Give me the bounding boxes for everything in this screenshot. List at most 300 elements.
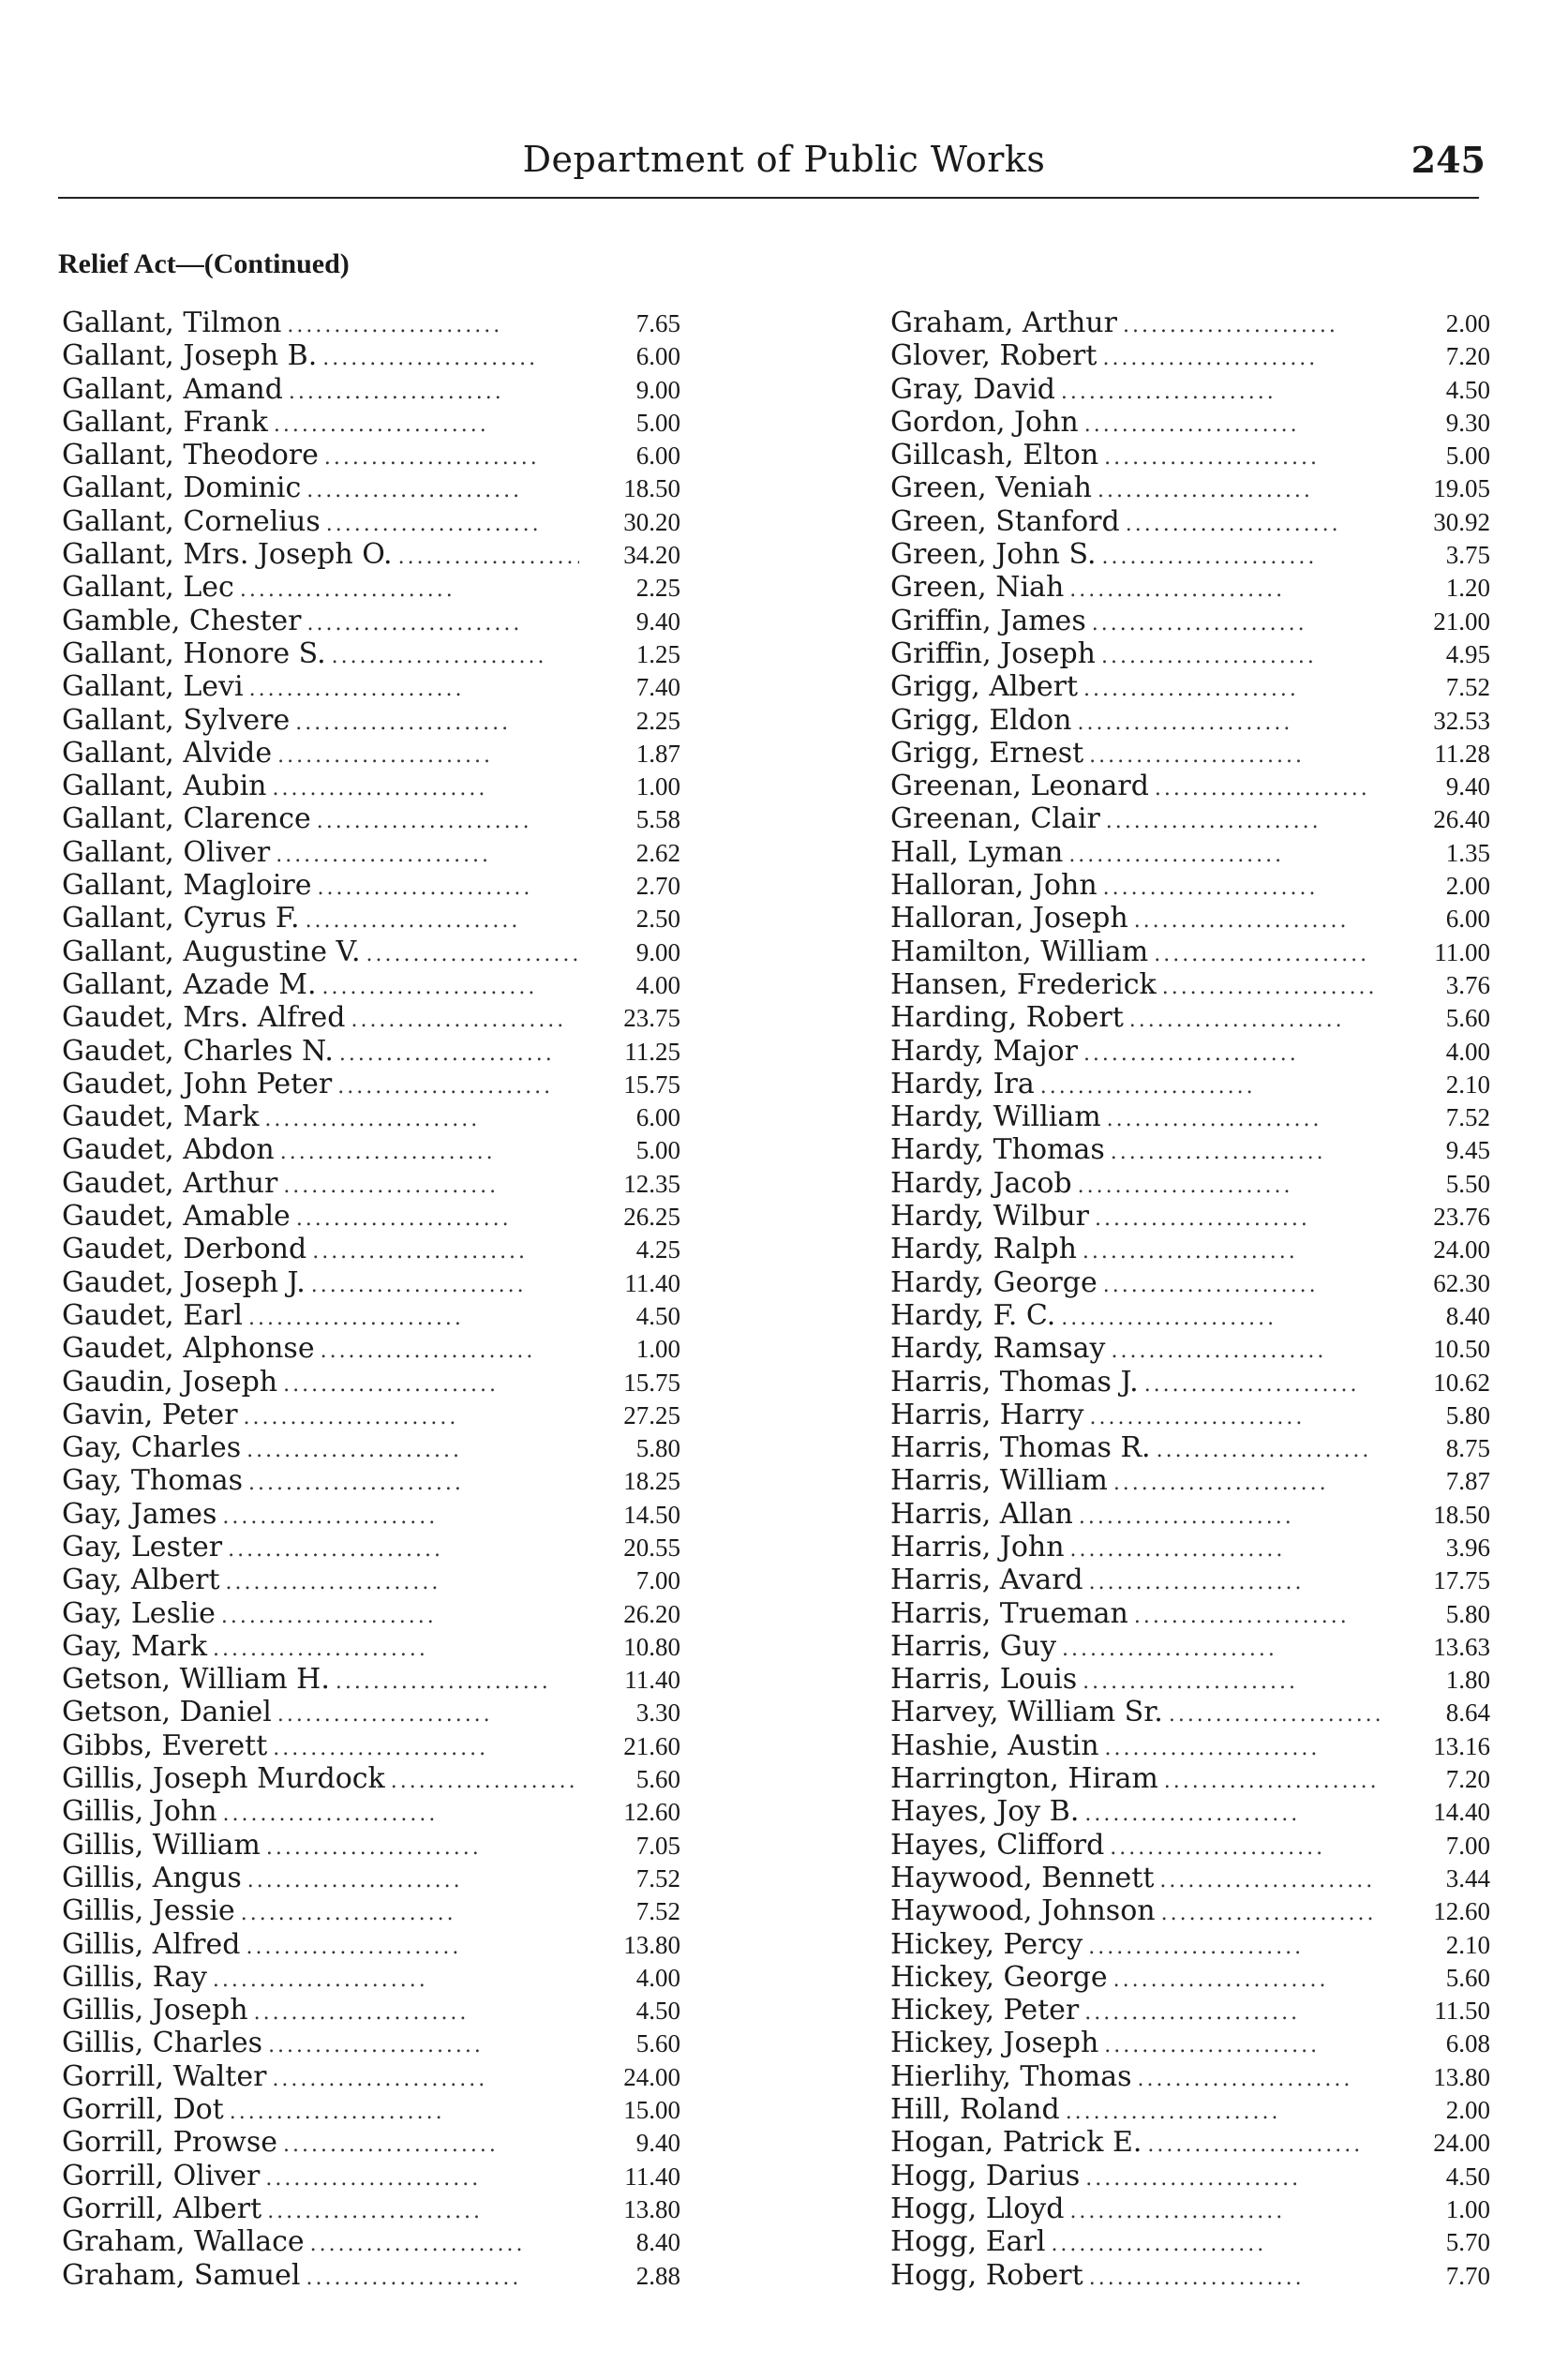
header-rule [58, 197, 1479, 199]
entry-name: Hierlihy, Thomas [890, 2059, 1132, 2093]
list-item [890, 307, 1490, 339]
entry-amount: 4.00 [635, 1963, 680, 1992]
dot-leader [1098, 872, 1319, 905]
dot-leader [345, 1004, 566, 1037]
dot-leader [1083, 1566, 1305, 1599]
entry-amount: 9.00 [635, 375, 680, 404]
entry-name: Gaudet, Mark [62, 1100, 260, 1134]
entry-name: Glover, Robert [890, 339, 1098, 373]
entry-amount: 19.05 [1433, 474, 1490, 503]
dot-leader [1108, 1964, 1329, 1997]
list-item [890, 670, 1490, 703]
dot-leader [1097, 342, 1318, 375]
entry-name: Green, Niah [890, 571, 1065, 605]
dot-leader [1079, 409, 1300, 441]
dot-leader [1105, 1335, 1326, 1368]
list-item [62, 2027, 680, 2059]
entry-amount: 4.50 [635, 1301, 680, 1330]
entry-amount: 5.60 [1445, 1963, 1490, 1992]
dot-leader [1064, 574, 1285, 606]
entry-name: Harris, Allan [890, 1497, 1073, 1531]
entry-amount: 5.80 [1445, 1400, 1490, 1429]
list-item [62, 2225, 680, 2258]
list-item [890, 2060, 1490, 2093]
list-item [890, 1862, 1490, 1894]
entry-name: Gorrill, Dot [62, 2093, 224, 2127]
dot-leader [301, 474, 522, 507]
list-item [62, 2060, 680, 2093]
entry-amount: 5.70 [1445, 2228, 1490, 2257]
dot-leader [1117, 309, 1338, 342]
list-item [62, 1068, 680, 1100]
list-item [890, 1894, 1490, 1927]
list-item [890, 439, 1490, 471]
dot-leader [1154, 1864, 1375, 1897]
entry-amount: 7.52 [1445, 1103, 1490, 1132]
entry-name: Harris, Thomas R. [890, 1431, 1151, 1465]
entry-amount: 4.50 [635, 1997, 680, 2026]
entry-name: Gorrill, Oliver [62, 2159, 261, 2192]
entry-amount: 7.40 [635, 673, 680, 702]
list-item [62, 1266, 680, 1299]
entry-name: Graham, Wallace [62, 2225, 305, 2259]
list-item [62, 406, 680, 439]
entry-name: Hardy, Thomas [890, 1133, 1105, 1167]
list-item [62, 307, 680, 339]
entry-name: Gallant, Frank [62, 405, 268, 439]
entry-amount: 9.00 [635, 937, 680, 966]
dot-leader [317, 342, 538, 375]
list-item [62, 1829, 680, 1862]
entry-name: Gillis, Joseph Murdock [62, 1762, 385, 1796]
list-item [62, 1498, 680, 1531]
dot-leader [1099, 1732, 1321, 1765]
entry-amount: 5.00 [635, 408, 680, 437]
list-item [62, 1100, 680, 1133]
dot-leader [306, 1235, 528, 1268]
list-item [62, 471, 680, 504]
dot-leader [1104, 1832, 1325, 1864]
entry-amount: 21.60 [623, 1731, 680, 1760]
page-number: 245 [1411, 139, 1486, 181]
list-item [62, 1167, 680, 1200]
entry-name: Gallant, Cornelius [62, 504, 321, 538]
entry-amount: 8.75 [1445, 1434, 1490, 1463]
dot-leader [316, 971, 537, 1004]
entry-amount: 26.20 [623, 1599, 680, 1628]
dot-leader [305, 2228, 526, 2261]
dot-leader [260, 2162, 481, 2195]
entry-amount: 5.00 [635, 1136, 680, 1165]
list-item [62, 869, 680, 902]
dot-leader [312, 872, 533, 905]
dot-leader [1083, 1931, 1304, 1964]
entry-amount: 15.00 [623, 2096, 680, 2125]
entry-name: Hickey, George [890, 1960, 1108, 1994]
list-item [62, 2093, 680, 2126]
entry-name: Gaudin, Joseph [62, 1365, 278, 1399]
entry-name: Gallant, Honore S. [62, 636, 326, 670]
entry-amount: 3.44 [1445, 1863, 1490, 1893]
entry-amount: 11.40 [624, 1268, 680, 1297]
entry-name: Gay, Leslie [62, 1596, 216, 1630]
list-item [62, 670, 680, 703]
entry-amount: 12.60 [1433, 1897, 1490, 1926]
list-item [890, 2027, 1490, 2059]
entry-amount: 5.00 [1445, 441, 1490, 471]
entry-name: Gallant, Oliver [62, 835, 271, 869]
list-item [890, 1564, 1490, 1596]
dot-leader [326, 640, 547, 673]
list-item [62, 935, 680, 968]
entry-amount: 2.25 [635, 706, 680, 735]
entry-amount: 3.76 [1445, 970, 1490, 999]
entry-amount: 18.50 [623, 474, 680, 503]
entry-name: Gorrill, Albert [62, 2192, 262, 2225]
entry-amount: 6.00 [635, 342, 680, 371]
dot-leader [1142, 2129, 1363, 2162]
entry-name: Gay, Charles [62, 1431, 242, 1465]
dot-leader [270, 839, 491, 872]
entry-name: Gaudet, Alphonse [62, 1332, 315, 1366]
entry-amount: 9.45 [1445, 1136, 1490, 1165]
entry-name: Gaudet, Amable [62, 1200, 291, 1234]
list-item [62, 2126, 680, 2159]
list-item [890, 1729, 1490, 1762]
dot-leader [1098, 1269, 1319, 1302]
entry-name: Green, John S. [890, 538, 1097, 572]
list-item [890, 1001, 1490, 1034]
list-item [62, 1597, 680, 1630]
dot-leader [1055, 1302, 1277, 1335]
dot-leader [1157, 971, 1378, 1004]
entry-name: Hickey, Joseph [890, 2027, 1099, 2060]
entry-name: Haywood, Bennett [890, 1861, 1155, 1894]
list-item [62, 1928, 680, 1961]
list-item [890, 2160, 1490, 2192]
dot-leader [1071, 707, 1292, 740]
dot-leader [207, 1633, 428, 1666]
dot-leader [290, 707, 511, 740]
list-item [890, 1167, 1490, 1200]
dot-leader [385, 1765, 579, 1798]
dot-leader [1128, 1600, 1350, 1633]
list-item [62, 439, 680, 471]
dot-leader [248, 1997, 470, 2029]
entry-amount: 5.80 [1445, 1599, 1490, 1628]
dot-leader [1060, 2096, 1281, 2129]
list-item [890, 471, 1490, 504]
list-item [890, 605, 1490, 637]
entry-name: Hayes, Clifford [890, 1828, 1105, 1862]
list-item [890, 505, 1490, 538]
dot-leader [1098, 2029, 1320, 2062]
entry-name: Gavin, Peter [62, 1398, 238, 1431]
entry-amount: 7.20 [1445, 342, 1490, 371]
list-item [890, 1928, 1490, 1961]
dot-leader [1096, 640, 1317, 673]
dot-leader [1149, 772, 1370, 805]
entry-amount: 2.00 [1445, 309, 1490, 337]
dot-leader [261, 2195, 483, 2228]
dot-leader [319, 441, 540, 474]
entry-name: Graham, Arthur [890, 307, 1117, 339]
list-item [62, 605, 680, 637]
dot-leader [1073, 1501, 1294, 1534]
entry-amount: 32.53 [1433, 706, 1490, 735]
entry-amount: 18.25 [623, 1467, 680, 1496]
entry-name: Gallant, Joseph B. [62, 339, 318, 373]
dot-leader [1132, 2063, 1353, 2096]
entry-amount: 7.52 [635, 1897, 680, 1926]
running-title: Department of Public Works [522, 139, 1046, 180]
entry-name: Gibbs, Everett [62, 1728, 268, 1762]
entry-amount: 4.95 [1445, 639, 1490, 668]
dot-leader [361, 938, 579, 971]
entry-amount: 5.80 [635, 1434, 680, 1463]
list-item [62, 836, 680, 869]
entry-amount: 5.60 [635, 2029, 680, 2058]
entry-name: Hashie, Austin [890, 1728, 1099, 1762]
dot-leader [277, 2129, 499, 2162]
dot-leader [241, 1434, 462, 1467]
list-item [62, 1729, 680, 1762]
entry-amount: 7.00 [1445, 1831, 1490, 1860]
entry-amount: 11.25 [624, 1037, 680, 1066]
list-item [62, 1630, 680, 1663]
entry-name: Harvey, William Sr. [890, 1696, 1163, 1729]
dot-leader [393, 541, 579, 574]
entry-amount: 9.40 [635, 2129, 680, 2158]
entry-name: Hogg, Robert [890, 2258, 1083, 2292]
list-item [62, 1233, 680, 1265]
list-item [62, 770, 680, 802]
entry-name: Halloran, John [890, 869, 1098, 903]
list-item [890, 1531, 1490, 1564]
list-item [890, 406, 1490, 439]
dot-leader [1139, 1369, 1360, 1401]
list-item [890, 836, 1490, 869]
dot-leader [300, 905, 521, 937]
entry-name: Halloran, Joseph [890, 902, 1128, 935]
entry-name: Hamilton, William [890, 935, 1149, 968]
dot-leader [224, 2096, 445, 2129]
entry-name: Gay, Thomas [62, 1464, 244, 1498]
entry-name: Gallant, Azade M. [62, 967, 317, 1001]
entry-name: Gay, Lester [62, 1530, 223, 1564]
entry-amount: 8.64 [1445, 1698, 1490, 1728]
dot-leader [238, 1401, 459, 1434]
entry-amount: 10.80 [623, 1632, 680, 1661]
entry-name: Hayes, Joy B. [890, 1795, 1080, 1829]
entry-name: Haywood, Johnson [890, 1894, 1156, 1928]
entry-amount: 1.25 [635, 639, 680, 668]
list-item [890, 770, 1490, 802]
list-item [890, 1100, 1490, 1133]
list-item [890, 704, 1490, 737]
list-item [890, 538, 1490, 571]
list-item [890, 1035, 1490, 1068]
dot-leader [217, 1798, 439, 1831]
entry-name: Gillis, John [62, 1795, 217, 1829]
dot-leader [1035, 1070, 1256, 1103]
entry-name: Gaudet, John Peter [62, 1067, 333, 1100]
dot-leader [1156, 1897, 1377, 1930]
entry-name: Gillis, Angus [62, 1861, 242, 1894]
entry-name: Gallant, Levi [62, 670, 244, 704]
dot-leader [330, 1666, 551, 1698]
entry-amount: 10.62 [1433, 1368, 1490, 1397]
dot-leader [216, 1600, 437, 1633]
entry-name: Gallant, Theodore [62, 439, 319, 472]
entry-amount: 21.00 [1433, 606, 1490, 636]
entry-amount: 13.63 [1433, 1632, 1490, 1661]
entry-name: Hardy, George [890, 1265, 1098, 1299]
dot-leader [1079, 1798, 1300, 1831]
list-item [62, 1696, 680, 1728]
entry-amount: 4.00 [1445, 1037, 1490, 1066]
list-item [890, 968, 1490, 1001]
dot-leader [277, 1369, 499, 1401]
list-item [62, 1399, 680, 1431]
list-item [62, 1762, 680, 1795]
dot-leader [1079, 1997, 1300, 2029]
entry-amount: 30.92 [1433, 507, 1490, 536]
list-item [890, 902, 1490, 935]
entry-amount: 11.40 [624, 2162, 680, 2191]
entry-amount: 7.65 [635, 309, 680, 337]
entry-name: Gallant, Clarence [62, 802, 311, 836]
entry-amount: 1.80 [1445, 1666, 1490, 1695]
entry-name: Harris, Louis [890, 1663, 1078, 1697]
entry-name: Hogan, Patrick E. [890, 2126, 1142, 2160]
entry-name: Gaudet, Derbond [62, 1233, 307, 1266]
entry-name: Hardy, F. C. [890, 1298, 1056, 1332]
entry-name: Hill, Roland [890, 2093, 1060, 2127]
entry-amount: 1.87 [635, 739, 680, 768]
entry-name: Harris, Trueman [890, 1596, 1128, 1630]
dot-leader [259, 1103, 480, 1136]
dot-leader [240, 1931, 461, 1964]
entry-amount: 62.30 [1433, 1268, 1490, 1297]
list-item [890, 1366, 1490, 1399]
dot-leader [291, 1203, 512, 1235]
entry-amount: 17.75 [1433, 1566, 1490, 1595]
entry-amount: 7.20 [1445, 1765, 1490, 1794]
entry-amount: 5.50 [1445, 1169, 1490, 1198]
entry-name: Harding, Robert [890, 1001, 1124, 1035]
list-item [62, 1531, 680, 1564]
entry-amount: 10.50 [1433, 1335, 1490, 1364]
entry-name: Gaudet, Charles N. [62, 1034, 334, 1068]
entry-name: Gaudet, Joseph J. [62, 1265, 306, 1299]
entry-name: Gallant, Mrs. Joseph O. [62, 538, 393, 572]
entry-amount: 14.50 [623, 1500, 680, 1529]
list-item [890, 1597, 1490, 1630]
list-item [890, 1663, 1490, 1696]
dot-leader [1083, 740, 1305, 772]
list-item [62, 902, 680, 935]
entry-amount: 2.62 [635, 838, 680, 867]
dot-leader [300, 2262, 521, 2295]
dot-leader [1124, 1004, 1345, 1037]
list-item [62, 1431, 680, 1464]
entry-amount: 6.08 [1445, 2029, 1490, 2058]
dot-leader [1120, 508, 1341, 541]
entry-name: Harris, John [890, 1530, 1065, 1564]
dot-leader [272, 1698, 493, 1731]
entry-amount: 13.16 [1433, 1731, 1490, 1760]
entry-amount: 2.00 [1445, 2096, 1490, 2125]
dot-leader [1065, 1534, 1286, 1566]
dot-leader [1078, 673, 1299, 706]
entry-amount: 15.75 [623, 1368, 680, 1397]
entry-amount: 4.50 [1445, 2162, 1490, 2191]
entry-amount: 3.96 [1445, 1533, 1490, 1562]
entry-amount: 2.70 [635, 872, 680, 901]
entry-name: Green, Stanford [890, 504, 1120, 538]
entry-name: Gaudet, Earl [62, 1298, 243, 1332]
dot-leader [1056, 1633, 1277, 1666]
entry-name: Hardy, Ramsay [890, 1332, 1106, 1366]
list-item [890, 1299, 1490, 1332]
entry-amount: 12.35 [623, 1169, 680, 1198]
entry-amount: 7.87 [1445, 1467, 1490, 1496]
dot-leader [272, 740, 493, 772]
entry-name: Gallant, Aubin [62, 770, 267, 803]
entry-amount: 8.40 [635, 2228, 680, 2257]
entry-name: Gamble, Chester [62, 604, 302, 637]
list-item [890, 571, 1490, 604]
dot-leader [311, 805, 532, 838]
list-item [62, 505, 680, 538]
dot-leader [1077, 1235, 1298, 1268]
list-item [62, 1200, 680, 1233]
list-item [62, 1663, 680, 1696]
list-item [890, 2259, 1490, 2292]
list-item [890, 869, 1490, 902]
entry-name: Harris, William [890, 1464, 1108, 1498]
list-item [62, 1795, 680, 1828]
list-item [62, 1133, 680, 1166]
entry-name: Gaudet, Abdon [62, 1133, 275, 1167]
list-item [62, 1994, 680, 2027]
entry-name: Gallant, Lec [62, 571, 234, 605]
entry-amount: 7.70 [1445, 2261, 1490, 2290]
list-item [62, 1001, 680, 1034]
entry-amount: 9.40 [635, 606, 680, 636]
entry-amount: 2.25 [635, 574, 680, 603]
list-item [62, 1464, 680, 1497]
entry-name: Harrington, Hiram [890, 1762, 1158, 1796]
dot-leader [1064, 2195, 1285, 2228]
dot-leader [1092, 474, 1313, 507]
entry-amount: 6.00 [1445, 905, 1490, 934]
entry-name: Hickey, Peter [890, 1994, 1080, 2027]
dot-leader [1098, 441, 1320, 474]
entry-name: Gallant, Cyrus F. [62, 902, 300, 935]
dot-leader [1148, 938, 1369, 971]
entry-amount: 18.50 [1433, 1500, 1490, 1529]
list-item [62, 2192, 680, 2225]
dot-leader [243, 1467, 464, 1500]
entry-amount: 5.58 [635, 805, 680, 834]
dot-leader [1128, 905, 1350, 937]
dot-leader [1055, 376, 1277, 409]
entry-amount: 26.25 [623, 1203, 680, 1232]
dot-leader [1108, 1467, 1329, 1500]
entry-amount: 9.40 [1445, 772, 1490, 801]
